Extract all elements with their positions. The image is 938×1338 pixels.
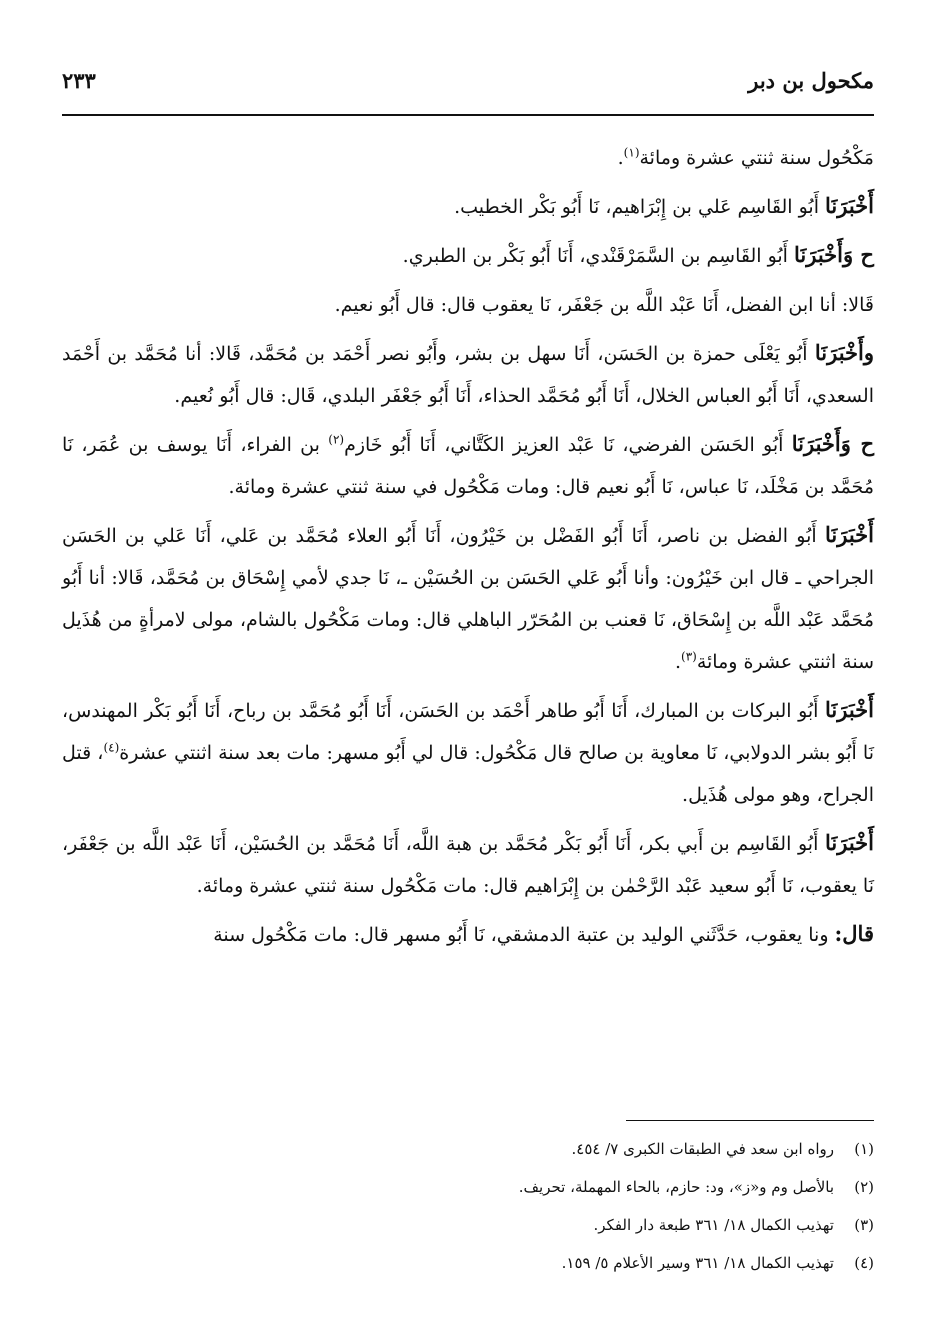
footnote-ref: (٣) xyxy=(681,649,697,664)
footnote-item xyxy=(62,1168,874,1206)
paragraph-keyword: أَخْبَرَنَا xyxy=(825,830,874,855)
paragraph xyxy=(62,234,874,277)
paragraph-text: أَبُو يَعْلَى حمزة بن الحَسَن، أَنَا سهل بن بشر، وأَبُو نصر أَحْمَد بن مُحَمَّد، قَالا: أنا مُحَمَّد بن أَحْمَد السعدي، أَنَا أَبُو العباس الخلال، أَنَا أَبُو مُحَمَّد الحذاء، أَنَا أَبُو جَعْفَر البلدي، قَال: قال أَبُو نُعيم. xyxy=(62,343,874,407)
paragraph-text: قَالا: أنا ابن الفضل، أَنَا عَبْد اللَّه بن جَعْفَر، نَا يعقوب قال: قال أَبُو نعيم. xyxy=(334,294,874,316)
paragraph-text: أَبُو الحَسَن الفرضي، نَا عَبْد العزيز الكَتَّاني، أَنَا أَبُو خَازم xyxy=(344,434,792,456)
paragraph-text: أَبُو البركات بن المبارك، أَنَا أَبُو طاهر أَحْمَد بن الحَسَن، أَنَا أَبُو مُحَمَّد بن رباح، أَنَا أَبُو بَكْر المهندس، نَا أَبُو بشر الدولابي، نَا معاوية بن صالح قال مَكْحُول: قال لي أَبُو مسهر: مات بعد سنة اثنتي عشرة xyxy=(62,700,874,764)
footnote-item xyxy=(62,1130,874,1168)
paragraph-keyword: ح وَأَخْبَرَنَا xyxy=(791,431,874,456)
paragraph xyxy=(62,332,874,417)
paragraph xyxy=(62,689,874,816)
footnote-item xyxy=(62,1244,874,1282)
paragraph xyxy=(62,822,874,907)
paragraph-text: أَبُو القَاسِم بن أَبي بكر، أَنَا أَبُو بَكْر مُحَمَّد بن هبة اللَّه، أَنَا مُحَمَّد بن الحُسَيْن، أَنَا عَبْد اللَّه بن جَعْفَر، نَا يعقوب، نَا أَبُو سعيد عَبْد الرَّحْمٰن بن إِبْرَاهيم قال: مات مَكْحُول سنة ثنتي عشرة ومائة. xyxy=(62,833,874,897)
footnote-text: رواه ابن سعد في الطبقات الكبرى ٧/ ٤٥٤. xyxy=(571,1140,834,1158)
paragraph-tail: . xyxy=(617,147,624,169)
paragraph-keyword: أَخْبَرَنَا xyxy=(825,193,874,218)
footnote-number: (٣) xyxy=(854,1216,874,1234)
paragraph-keyword: قال: xyxy=(834,921,874,946)
header-rule xyxy=(62,114,874,116)
paragraph-tail: ، قتل الجراح، وهو مولى هُذَيل. xyxy=(62,742,874,806)
footnote-ref: (١) xyxy=(623,145,640,160)
paragraph xyxy=(62,423,874,508)
footnote-number: (٢) xyxy=(854,1178,874,1196)
paragraph-tail: بن الفراء، أَنَا يوسف بن عُمَر، نَا مُحَمَّد بن مَخْلَد، نَا عباس، نَا أَبُو نعيم قال: ومات مَكْحُول في سنة ثنتي عشرة ومائة. xyxy=(62,434,874,498)
paragraph-text: أَبُو القَاسِم بن السَّمَرْقَنْدي، أَنَا أَبُو بَكْر بن الطبري. xyxy=(402,245,794,267)
footnote-number: (١) xyxy=(854,1140,874,1158)
footnote-rule xyxy=(626,1120,874,1121)
paragraph xyxy=(62,514,874,683)
main-text xyxy=(62,136,874,962)
footnote-text: بالأصل وم و«ز»، ود: حازم، بالحاء المهملة، تحريف. xyxy=(518,1178,834,1196)
paragraph-keyword: وأَخْبَرَنَا xyxy=(814,340,874,365)
paragraph-keyword: ح وَأَخْبَرَنَا xyxy=(794,242,874,267)
footnote-text: تهذيب الكمال ١٨/ ٣٦١ وسير الأعلام ٥/ ١٥٩. xyxy=(561,1254,834,1272)
paragraph-tail: . xyxy=(674,651,681,673)
paragraph-text: أَبُو القَاسِم عَلي بن إِبْرَاهيم، نَا أَبُو بَكْر الخطيب. xyxy=(454,196,826,218)
paragraph xyxy=(62,913,874,956)
footnote-text: تهذيب الكمال ١٨/ ٣٦١ طبعة دار الفكر. xyxy=(593,1216,834,1234)
footnote-item xyxy=(62,1206,874,1244)
footnote-number: (٤) xyxy=(854,1254,874,1272)
footnotes xyxy=(62,1130,874,1282)
paragraph-text: مَكْحُول سنة ثنتي عشرة ومائة xyxy=(639,147,874,169)
paragraph xyxy=(62,185,874,228)
paragraph-keyword: أَخْبَرَنَا xyxy=(825,522,874,547)
page-number: ٢٣٣ xyxy=(62,68,96,93)
page-header xyxy=(62,66,874,110)
paragraph xyxy=(62,283,874,326)
paragraph xyxy=(62,136,874,179)
paragraph-text: أَبُو الفضل بن ناصر، أَنَا أَبُو الفَضْل بن خَيْرُون، أَنَا أَبُو العلاء مُحَمَّد بن عَلي، أَنَا عَلي بن الحَسَن الجراحي ـ قال ابن خَيْرُون: وأنا أَبُو عَلي الحَسَن بن الحُسَيْن ـ، نَا جدي لأمي إِسْحَاق بن مُحَمَّد، قَالا: أنا أَبُو مُحَمَّد عَبْد اللَّه بن إِسْحَاق، نَا قعنب بن المُحَرّر الباهلي قال: ومات مَكْحُول بالشام، مولى لامرأةٍ من هُذَيل سنة اثنتي عشرة ومائة xyxy=(62,525,874,673)
paragraph-keyword: أَخْبَرَنَا xyxy=(825,697,874,722)
footnote-ref: (٤) xyxy=(103,740,120,755)
paragraph-text: ونا يعقوب، حَدَّثَني الوليد بن عتبة الدمشقي، نَا أَبُو مسهر قال: مات مَكْحُول سنة xyxy=(213,924,835,946)
footnote-ref: (٢) xyxy=(328,432,345,447)
running-title: مكحول بن دبر xyxy=(748,68,874,93)
